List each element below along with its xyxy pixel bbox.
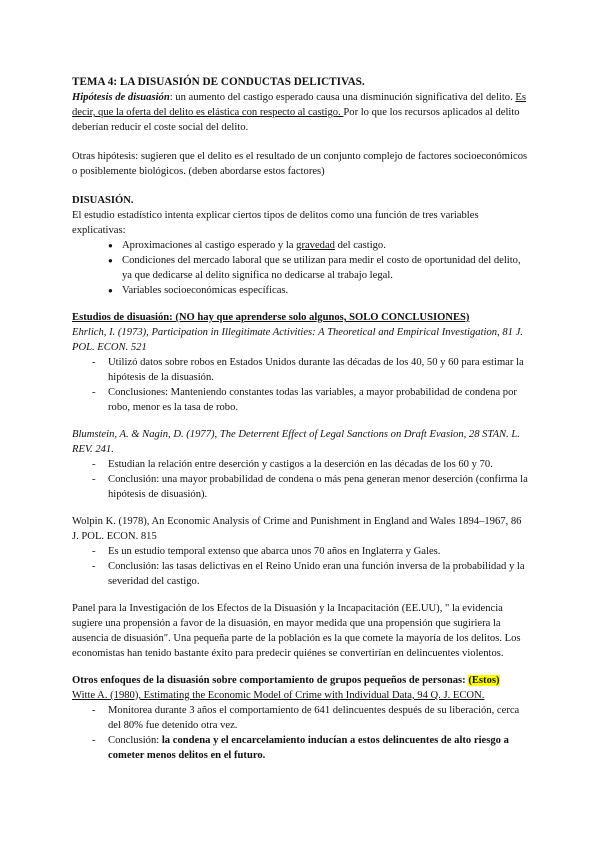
estudios-heading: Estudios de disuasión: (NO hay que aprenderse solo algunos, SOLO CONCLUSIONES): [72, 312, 470, 323]
list-item: ● Variables socioeconómicas específicas.: [108, 283, 528, 298]
bullet1-text-end: del castigo.: [334, 240, 386, 251]
hipotesis-label: Hipótesis de disuasión: [72, 92, 170, 103]
hipotesis-underlined: Es decir, que la oferta del delito es elástica con respecto al castigo.: [72, 92, 526, 118]
ehrlich-list: [72, 355, 528, 415]
hipotesis-text2: Por lo que los recursos aplicados al delito deberían reducir el coste social del delito.: [72, 107, 520, 133]
list-item: - Es un estudio temporal extenso que abarca unos 70 años en Inglaterra y Gales.: [92, 544, 528, 559]
list-item: - Conclusiones: Manteniendo constantes todas las variables, a mayor probabilidad de condena por robo, menor es la tasa de robo.: [92, 385, 528, 415]
panel-paragraph: Panel para la Investigación de los Efectos de la Disuasión y la Incapacitación (EE.UU), " la evidencia sugiere una propensión a favor de la disuasión, en mayor medida que una propensión que sugiriera la ausencia de disuasión". Una pequeña parte de la población es la que comete la mayoría de los delitos. Los economistas han tenido bastante éxito para predecir quiénes se convertirían en delincuentes violentos.: [72, 603, 521, 659]
bullet1-text: Aproximaciones al castigo esperado y la: [122, 240, 297, 251]
disuasion-intro: El estudio estadístico intenta explicar ciertos tipos de delitos como una función de tres variables explicativas:: [72, 210, 479, 236]
disuasion-variables-list: [72, 238, 528, 298]
hipotesis-text1: : un aumento del castigo esperado causa una disminución significativa del delito.: [169, 92, 516, 103]
list-item: - Monitorea durante 3 años el comportamiento de 641 delincuentes después de su liberación, cerca del 80% fue detenido otra vez.: [92, 703, 528, 733]
list-item: - Conclusión: una mayor probabilidad de condena o más pena generan menor deserción (confirma la hipótesis de disuasión).: [92, 472, 528, 502]
wolpin-list: [72, 544, 528, 589]
conclusion-label: Conclusión:: [108, 735, 162, 746]
hipotesis-paragraph: [72, 90, 528, 135]
list-item: [92, 733, 528, 763]
page-title: TEMA 4: LA DISUASIÓN DE CONDUCTAS DELICTIVAS.: [72, 76, 365, 88]
bullet1-underlined: gravedad: [296, 240, 335, 251]
witte-list: [72, 703, 528, 763]
disuasion-heading: DISUASIÓN.: [72, 195, 134, 206]
document-body: [72, 75, 528, 763]
list-item: - Utilizó datos sobre robos en Estados Unidos durante las décadas de los 40, 50 y 60 para estimar la hipótesis de la disuasión.: [92, 355, 528, 385]
blumstein-list: [72, 457, 528, 502]
otros-heading: [72, 673, 528, 688]
highlighted-note: (Estos): [468, 675, 500, 686]
otros-heading-text: Otros enfoques de la disuasión sobre comportamiento de grupos pequeños de personas:: [72, 675, 469, 686]
wolpin-reference: Wolpin K. (1978), An Economic Analysis of Crime and Punishment in England and Wales 1894–1967, 86 J. POL. ECON. 815: [72, 516, 522, 542]
list-item: ● Condiciones del mercado laboral que se utilizan para medir el costo de oportunidad del delito, ya que dedicarse al delito significa no dedicarse al trabajo legal.: [108, 253, 528, 283]
list-item: [108, 238, 528, 253]
witte-reference: Witte A. (1980), Estimating the Economic Model of Crime with Individual Data, 94 Q. J. ECON.: [72, 690, 485, 701]
list-item: - Estudian la relación entre deserción y castigos a la deserción en las décadas de los 60 y 70.: [92, 457, 528, 472]
blumstein-reference: Blumstein, A. & Nagin, D. (1977), The Deterrent Effect of Legal Sanctions on Draft Evasion, 28 STAN. L. REV. 241.: [72, 429, 520, 455]
otras-hipotesis: Otras hipótesis: sugieren que el delito es el resultado de un conjunto complejo de factores socioeconómicos o posiblemente biológicos. (deben abordarse estos factores): [72, 151, 528, 177]
conclusion-bold: la condena y el encarcelamiento inducían a estos delincuentes de alto riesgo a cometer menos delitos en el futuro.: [108, 735, 509, 761]
ehrlich-reference: Ehrlich, I. (1973), Participation in Illegitimate Activities: A Theoretical and Empirical Investigation, 81 J. POL. ECON. 521: [72, 327, 523, 353]
list-item: - Conclusión: las tasas delictivas en el Reino Unido eran una función inversa de la probabilidad y la severidad del castigo.: [92, 559, 528, 589]
